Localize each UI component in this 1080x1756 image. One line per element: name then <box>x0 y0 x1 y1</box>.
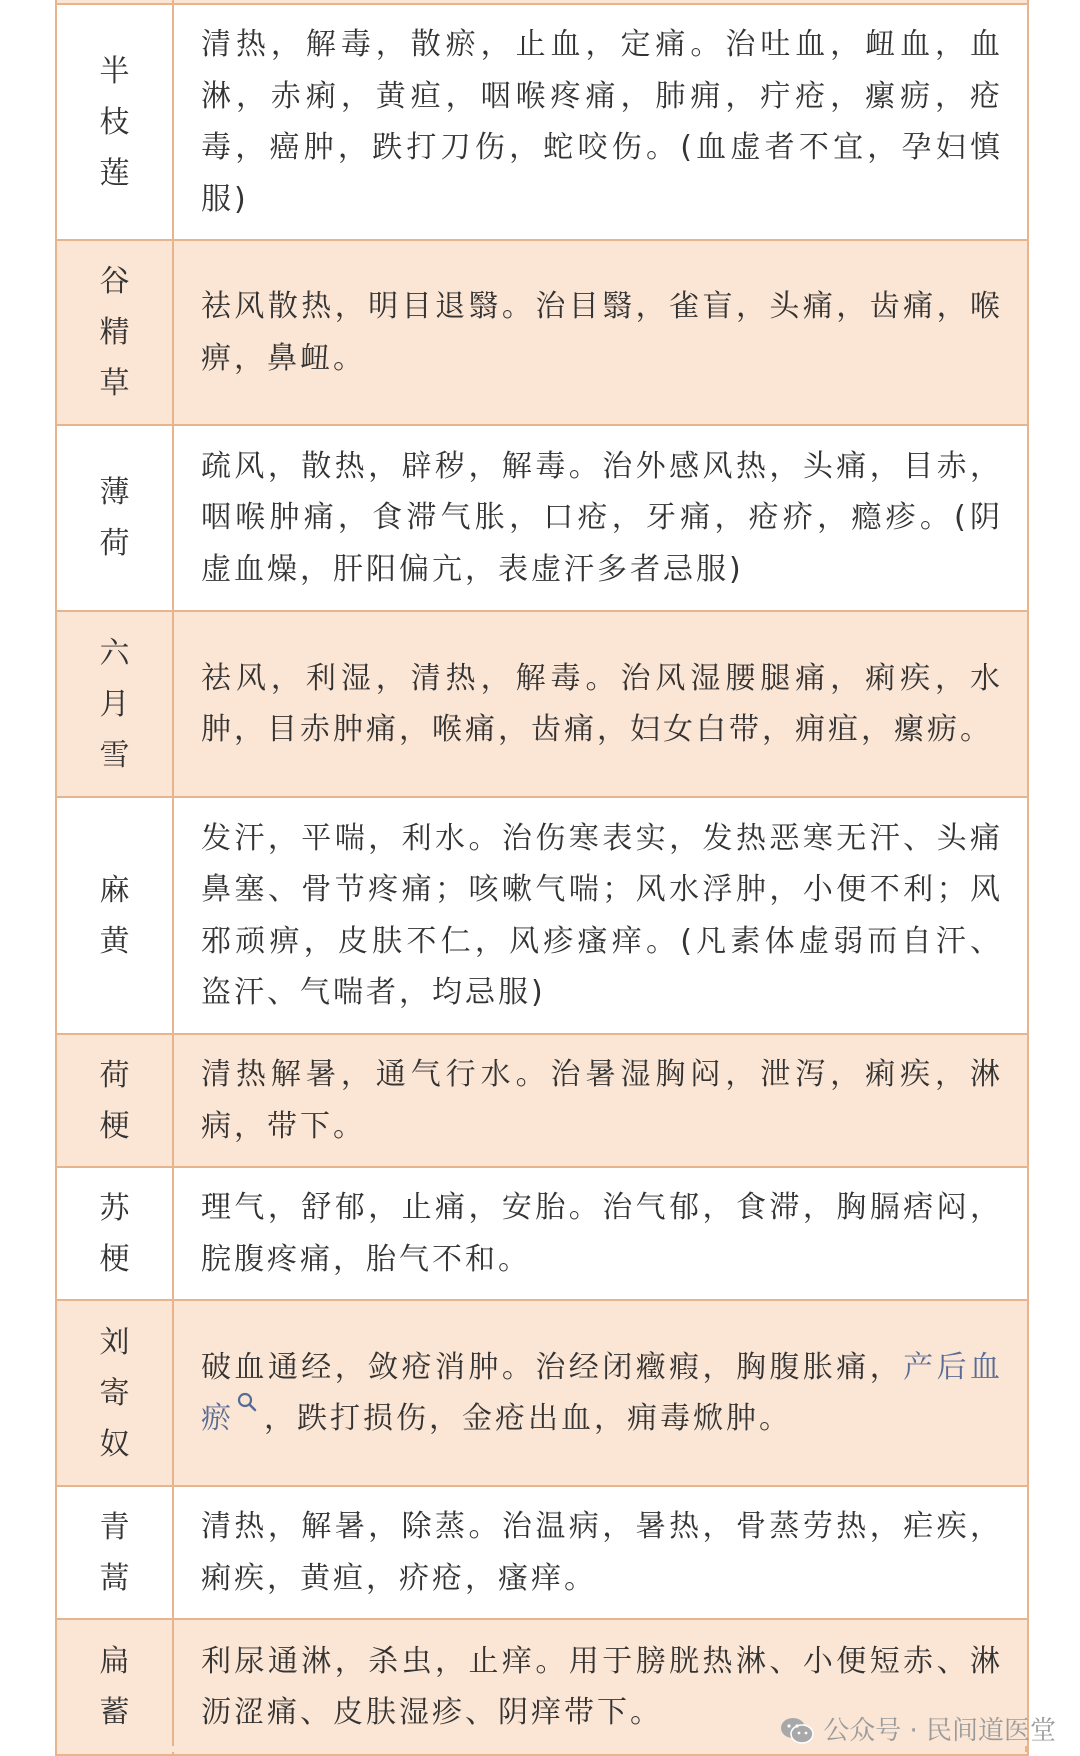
herb-name: 半枝莲 <box>99 53 130 191</box>
table-row <box>56 1300 1028 1486</box>
herb-name: 荷梗 <box>99 1057 130 1144</box>
herb-description: 理气，舒郁，止痛，安胎。治气郁，食滞，胸膈痞闷，脘腹疼痛，胎气不和。 <box>173 1167 1028 1300</box>
herb-name: 薄荷 <box>99 475 130 561</box>
search-icon[interactable] <box>234 1393 264 1427</box>
herb-name: 扁蓄 <box>99 1644 130 1730</box>
herb-name-cell <box>56 1300 173 1486</box>
table-row <box>56 4 1028 240</box>
herb-name: 谷精草 <box>99 264 130 401</box>
wechat-icon <box>779 1716 815 1746</box>
herb-name-cell <box>56 1167 173 1300</box>
table-row <box>56 797 1028 1034</box>
herb-description-text: 破血通经，敛疮消肿。治经闭癥瘕，胸腹胀痛， <box>201 1349 904 1385</box>
table-row <box>56 240 1028 425</box>
herb-name-cell <box>56 425 173 611</box>
table-row <box>56 611 1028 797</box>
herb-table <box>55 0 1029 1756</box>
herb-description: 发汗，平喘，利水。治伤寒表实，发热恶寒无汗、头痛鼻塞、骨节疼痛；咳嗽气喘；风水浮肿，小便不利；风邪顽痹，皮肤不仁，风疹瘙痒。(凡素体虚弱而自汗、盗汗、气喘者，均忌服) <box>173 797 1028 1034</box>
herb-name-cell <box>56 797 173 1034</box>
herb-name-cell <box>56 611 173 797</box>
herb-name-cell <box>56 1034 173 1167</box>
watermark <box>779 1718 1056 1744</box>
next-row-partial <box>55 1746 1027 1752</box>
herb-name-cell <box>56 4 173 240</box>
herb-name-cell <box>56 1486 173 1619</box>
herb-name: 麻黄 <box>99 872 130 959</box>
table-row <box>56 425 1028 611</box>
herb-description: 清热解暑，通气行水。治暑湿胸闷，泄泻，痢疾，淋病，带下。 <box>173 1034 1028 1167</box>
herb-description: 疏风，散热，辟秽，解毒。治外感风热，头痛，目赤，咽喉肿痛，食滞气胀，口疮，牙痛，疮疥，瘾疹。(阴虚血燥，肝阳偏亢，表虚汗多者忌服) <box>173 425 1028 611</box>
herb-name: 刘寄奴 <box>99 1324 130 1462</box>
herb-name: 苏梗 <box>99 1190 130 1277</box>
herb-name: 六月雪 <box>99 635 130 773</box>
herb-description: 清热，解暑，除蒸。治温病，暑热，骨蒸劳热，疟疾，痢疾，黄疸，疥疮，瘙痒。 <box>173 1486 1028 1619</box>
search-link[interactable]: 产后血瘀 <box>201 1349 1004 1436</box>
table-row <box>56 1486 1028 1619</box>
table-row <box>56 1167 1028 1300</box>
herb-description: 清热，解毒，散瘀，止血，定痛。治吐血，衄血，血淋，赤痢，黄疸，咽喉疼痛，肺痈，疔疮，瘰疬，疮毒，癌肿，跌打刀伤，蛇咬伤。(血虚者不宜，孕妇慎服) <box>173 4 1028 240</box>
table-row <box>56 1034 1028 1167</box>
herb-name-cell <box>56 240 173 425</box>
herb-description: 祛风，利湿，清热，解毒。治风湿腰腿痛，痢疾，水肿，目赤肿痛，喉痛，齿痛，妇女白带，痈疽，瘰疬。 <box>173 611 1028 797</box>
herb-description: 祛风散热，明目退翳。治目翳，雀盲，头痛，齿痛，喉痹，鼻衄。 <box>173 240 1028 425</box>
herb-description <box>173 1300 1028 1486</box>
herb-description: 利尿通淋，杀虫，止痒。用于膀胱热淋、小便短赤、淋沥涩痛、皮肤湿疹、阴痒带下。 <box>173 1619 1028 1755</box>
herb-name-cell <box>56 1619 173 1755</box>
herb-name: 青蒿 <box>99 1509 130 1596</box>
herb-description-text: ，跌打损伤，金疮出血，痈毒焮肿。 <box>264 1401 792 1436</box>
watermark-text: 公众号 · 民间道医堂 <box>823 1716 1056 1746</box>
